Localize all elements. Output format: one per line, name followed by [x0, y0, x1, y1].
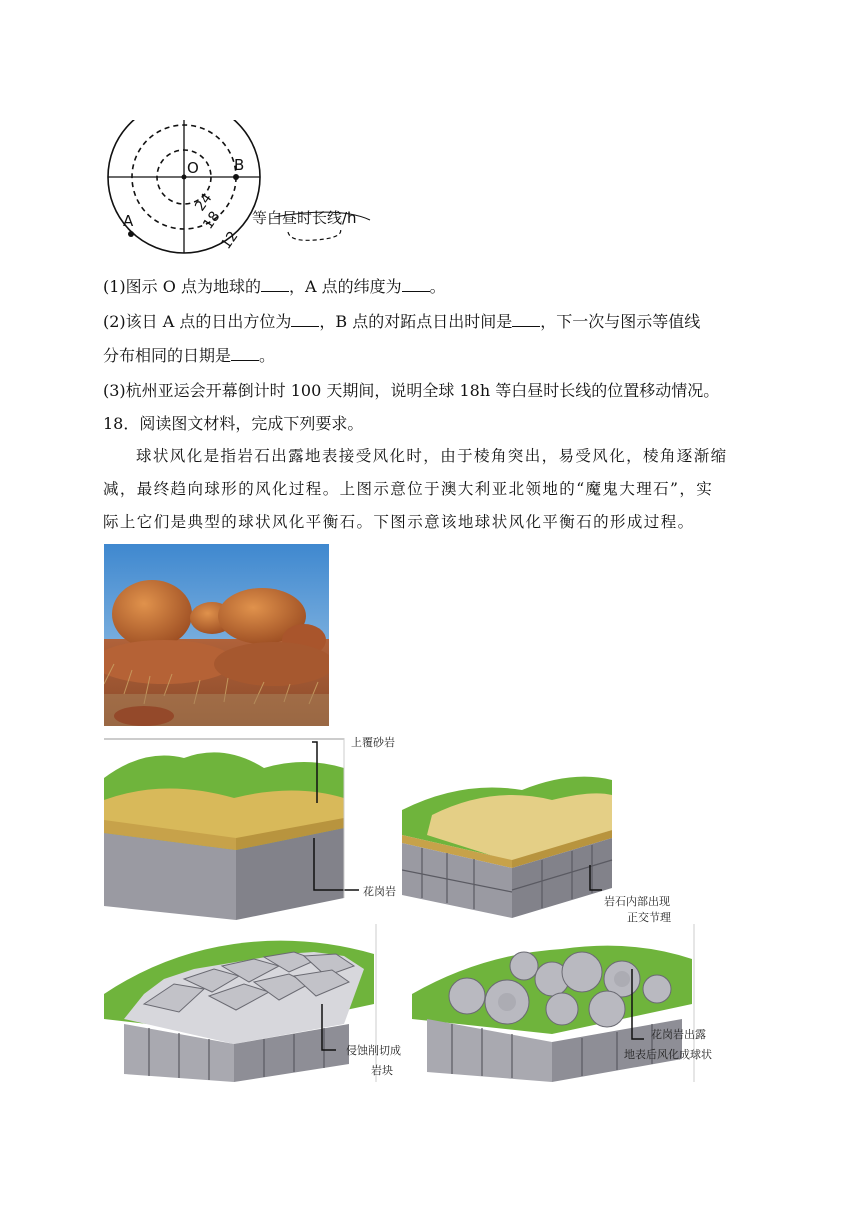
devils-marbles-photo [104, 544, 329, 726]
material-line-3: 际上它们是典型的球状风化平衡石。下图示意该地球状风化平衡石的形成过程。 [103, 513, 695, 531]
material-line-1: 球状风化是指岩石出露地表接受风化时，由于棱角突出，易受风化，棱角逐渐缩 [136, 447, 728, 465]
answer-blank[interactable] [512, 312, 540, 327]
answer-blank[interactable] [291, 312, 319, 327]
label-o: O [187, 159, 199, 177]
block-diagram-2 [402, 760, 617, 920]
question-1: (1)图示 O 点为地球的 ，A 点的纬度为 。 [103, 277, 446, 296]
point-o-dot [182, 175, 187, 180]
label-24: 24 [192, 190, 216, 215]
point-b-dot [233, 174, 239, 180]
legend-label: 等白昼时长线/h [252, 209, 357, 227]
label-joints-line1: 岩石内部出现 [604, 895, 670, 908]
label-joints-line2: 正交节理 [627, 911, 671, 924]
label-erosion-line1: 侵蚀削切成 [346, 1044, 401, 1057]
question-3: (3)杭州亚运会开幕倒计时 100 天期间，说明全球 18h 等白昼时长线的位置移动情况。 [103, 381, 720, 400]
question-18-heading: 18．阅读图文材料，完成下列要求。 [103, 414, 364, 433]
answer-blank[interactable] [261, 277, 289, 292]
answer-blank[interactable] [231, 346, 259, 361]
polar-daylength-diagram [100, 120, 400, 260]
label-a: A [123, 212, 134, 230]
question-2-line2: 分布相同的日期是 。 [103, 346, 276, 365]
label-erosion-line2: 岩块 [371, 1064, 393, 1077]
point-a-dot [128, 231, 134, 237]
label-18: 18 [200, 208, 224, 233]
label-weathering-line2: 地表后风化成球状 [624, 1048, 712, 1061]
answer-blank[interactable] [402, 277, 430, 292]
block-diagram-1 [104, 738, 399, 923]
material-line-2: 减，最终趋向球形的风化过程。上图示意位于澳大利亚北领地的“魔鬼大理石”，实 [103, 480, 714, 498]
label-b: B [234, 156, 245, 174]
label-12: 12 [218, 228, 242, 253]
label-granite: 花岗岩 [363, 885, 396, 898]
question-2-line1: (2)该日 A 点的日出方位为 ，B 点的对跖点日出时间是 ，下一次与图示等值线 [103, 312, 701, 331]
legend-dashed-sample [288, 228, 341, 240]
block-diagram-3 [104, 924, 384, 1084]
label-overlying-sandstone: 上覆砂岩 [351, 736, 395, 749]
label-weathering-line1: 花岗岩出露 [651, 1028, 706, 1041]
